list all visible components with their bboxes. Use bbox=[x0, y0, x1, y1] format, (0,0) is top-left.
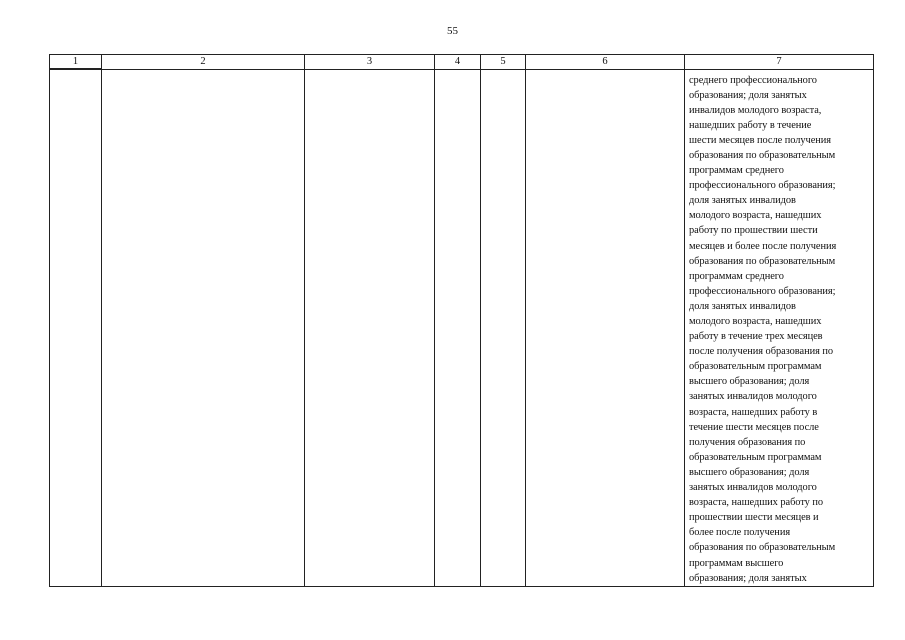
cell-col-3 bbox=[305, 69, 435, 586]
document-table bbox=[49, 54, 874, 587]
column-header-1: 1 bbox=[50, 55, 102, 70]
cell-col-2 bbox=[102, 69, 305, 586]
column-header-4: 4 bbox=[435, 55, 481, 70]
column-header-2: 2 bbox=[102, 55, 305, 70]
cell-col-4 bbox=[435, 69, 481, 586]
cell-col-5 bbox=[481, 69, 526, 586]
table-row bbox=[50, 69, 874, 586]
indicator-text: среднего профессионального образования; доля занятых инвалидов молодого возраста, нашедших работу в течение шести месяцев после получения образования по образовательным программам среднего профессионального образования; доля занятых инвалидов молодого возраста, нашедших работу по прошествии шести месяцев и более после получения образования по образовательным программам среднего профессионального образования; доля занятых инвалидов молодого возраста, нашедших работу в течение трех месяцев после получения образования по образовательным программам высшего образования; доля занятых инвалидов молодого возраста, нашедших работу в течение шести месяцев после получения образования по образовательным программам высшего образования; доля занятых инвалидов молодого возраста, нашедших работу по прошествии шести месяцев и более после получения образования по образовательным программам высшего образования; доля занятых bbox=[689, 74, 837, 584]
cell-col-1 bbox=[50, 69, 102, 586]
cell-col-7 bbox=[685, 69, 874, 586]
column-header-6: 6 bbox=[526, 55, 685, 70]
column-header-5: 5 bbox=[481, 55, 526, 70]
cell-col-6 bbox=[526, 69, 685, 586]
table-header-row bbox=[50, 55, 874, 70]
column-header-3: 3 bbox=[305, 55, 435, 70]
page-number: 55 bbox=[447, 25, 458, 37]
column-header-7: 7 bbox=[685, 55, 874, 70]
